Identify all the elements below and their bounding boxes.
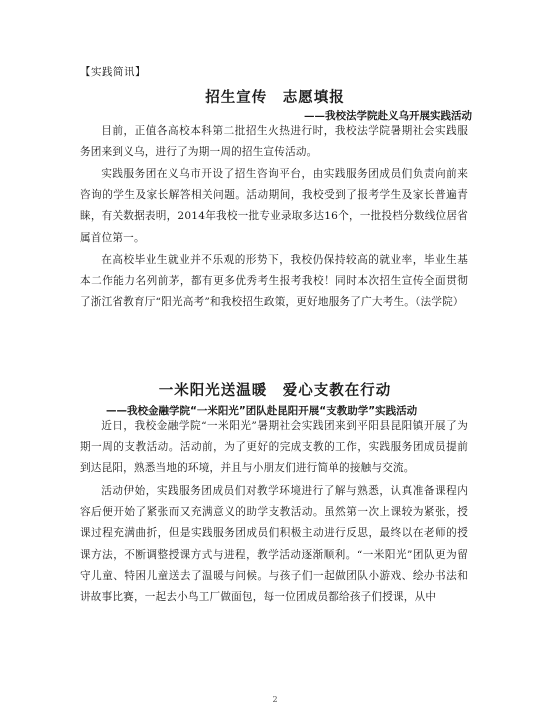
article1-paragraph: 在高校毕业生就业并不乐观的形势下，我校仍保持较高的就业率，毕业生基本二作能力名列前茅，都有更多优秀考生报考我校！同时本次招生宣传全面贯彻了浙江省教育厅“阳光高考”和我校招生政策，更好地服务了广大考生。（法学院） bbox=[80, 254, 468, 309]
section-tag: 【实践简讯】 bbox=[80, 66, 146, 78]
article1-paragraph: 实践服务团在义乌市开设了招生咨询平台，由实践服务团成员们负责向前来咨询的学生及家长解答相关问题。活动期间，我校受到了报考学生及家长普遍青睐，有关数据表明，2014年我校一批专业录取多达16个，一批投档分数线位居省属首位第一。 bbox=[80, 168, 468, 244]
article2-subtitle: ——我校金融学院“一米阳光”团队赴昆阳开展“支教助学”实践活动 bbox=[106, 405, 418, 417]
article1-subtitle: ——我校法学院赴义乌开展实践活动 bbox=[304, 110, 472, 122]
article1-paragraph: 目前，正值各高校本科第二批招生火热进行时，我校法学院暑期社会实践服务团来到义乌，进行了为期一周的招生宣传活动。 bbox=[80, 125, 468, 159]
article2-title: 一米阳光送温暖 爱心支教在行动 bbox=[158, 383, 392, 399]
page-number: 2 bbox=[272, 695, 278, 704]
article1-title: 招生宣传 志愿填报 bbox=[205, 90, 345, 106]
article2-paragraph: 近日，我校金融学院“一米阳光”暑期社会实践团来到平阳县昆阳镇开展了为期一周的支教活动。活动前，为了更好的完成支教的工作，实践服务团成员提前到达昆阳，熟悉当地的环境，并且与小朋友们进行简单的接触与交流。 bbox=[80, 420, 468, 475]
article2-paragraph: 活动伊始，实践服务团成员们对教学环境进行了解与熟悉，认真准备课程内容后便开始了紧张而又充满意义的助学支教活动。虽然第一次上课较为紧张，授课过程充满曲折，但是实践服务团成员们积极主动进行反思，最终以在老师的授课方法，不断调整授课方式与进程，教学活动逐渐顺利。“一米阳光”团队更为留守儿童、特困儿童送去了温暖与问候。与孩子们一起做团队小游戏、绘办书法和讲故事比赛，一起去小鸟工厂做面包，每一位团成员都给孩子们授课，从中 bbox=[80, 485, 468, 604]
